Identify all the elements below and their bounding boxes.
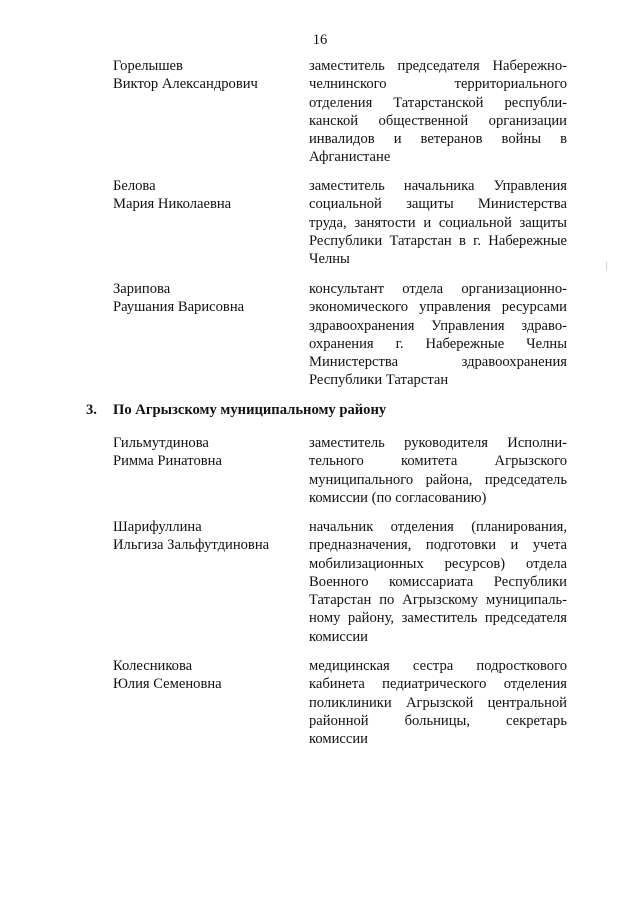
member-given-name: Римма Ринатовна [113, 453, 222, 470]
member-role [309, 518, 567, 646]
member-surname: Гильмутдинова [113, 435, 209, 451]
member-role [309, 280, 567, 390]
member-name [113, 518, 298, 555]
role-line: предназначения, подготовки и учета [309, 537, 567, 554]
role-line: муниципального района, председатель [309, 471, 567, 488]
role-line: комиссии [309, 628, 368, 645]
role-line: Республики Татарстан [309, 372, 449, 389]
role-line: челнинского территориального [309, 76, 567, 93]
role-line: Министерства здравоохранения [309, 354, 567, 371]
role-line: отделения Татарстанской республи- [309, 94, 567, 111]
role-line: заместитель председателя Набережно- [309, 58, 567, 74]
role-line: кабинета педиатрического отделения [309, 676, 567, 693]
member-role [309, 434, 567, 507]
role-line: труда, занятости и социальной защиты [309, 214, 567, 231]
member-surname: Шарифуллина [113, 519, 202, 535]
role-line: Челны [309, 251, 350, 268]
member-name [113, 57, 298, 94]
role-line: мобилизационных ресурсов) отдела [309, 555, 567, 572]
member-given-name: Юлия Семеновна [113, 676, 222, 693]
role-line: медицинская сестра подросткового [309, 658, 567, 674]
section-heading [86, 401, 386, 419]
role-line: заместитель начальника Управления [309, 178, 567, 194]
member-surname: Белова [113, 178, 156, 194]
member-role [309, 657, 567, 748]
member-surname: Зарипова [113, 281, 171, 297]
role-line: экономического управления ресурсами [309, 299, 567, 316]
role-line: консультант отдела организационно- [309, 281, 567, 297]
role-line: ному району, заместитель председателя [309, 610, 567, 627]
member-name [113, 434, 298, 471]
section-title: По Агрызскому муниципальному району [113, 402, 387, 418]
member-role [309, 177, 567, 268]
member-name [113, 177, 298, 214]
role-line: Татарстан по Агрызскому муниципаль- [309, 592, 567, 609]
role-line: социальной защиты Министерства [309, 196, 567, 213]
member-given-name: Мария Николаевна [113, 196, 232, 213]
member-given-name: Раушания Варисовна [113, 299, 245, 316]
member-role [309, 57, 567, 167]
role-line: канской общественной организации [309, 112, 567, 129]
member-surname: Колесникова [113, 658, 193, 674]
member-given-name: Ильгиза Зальфутдиновна [113, 537, 270, 554]
role-line: Афганистане [309, 149, 391, 166]
role-line: тельного комитета Агрызского [309, 453, 567, 470]
role-line: начальник отделения (планирования, [309, 519, 567, 535]
scan-edge-mark [606, 262, 607, 270]
role-line: инвалидов и ветеранов войны в [309, 131, 567, 148]
member-name [113, 657, 298, 694]
role-line: комиссии [309, 731, 368, 748]
role-line: здравоохранения Управления здраво- [309, 317, 567, 334]
role-line: заместитель руководителя Исполни- [309, 435, 567, 451]
member-given-name: Виктор Александрович [113, 76, 258, 93]
role-line: комиссии (по согласованию) [309, 489, 487, 506]
role-line: поликлиники Агрызской центральной [309, 694, 567, 711]
role-line: охранения г. Набережные Челны [309, 335, 567, 352]
role-line: Республики Татарстан в г. Набережные [309, 232, 567, 249]
section-number: 3. [86, 402, 97, 418]
role-line: районной больницы, секретарь [309, 712, 567, 729]
member-name [113, 280, 298, 317]
member-surname: Горелышев [113, 58, 183, 74]
role-line: Военного комиссариата Республики [309, 573, 567, 590]
page-number: 16 [312, 32, 328, 48]
